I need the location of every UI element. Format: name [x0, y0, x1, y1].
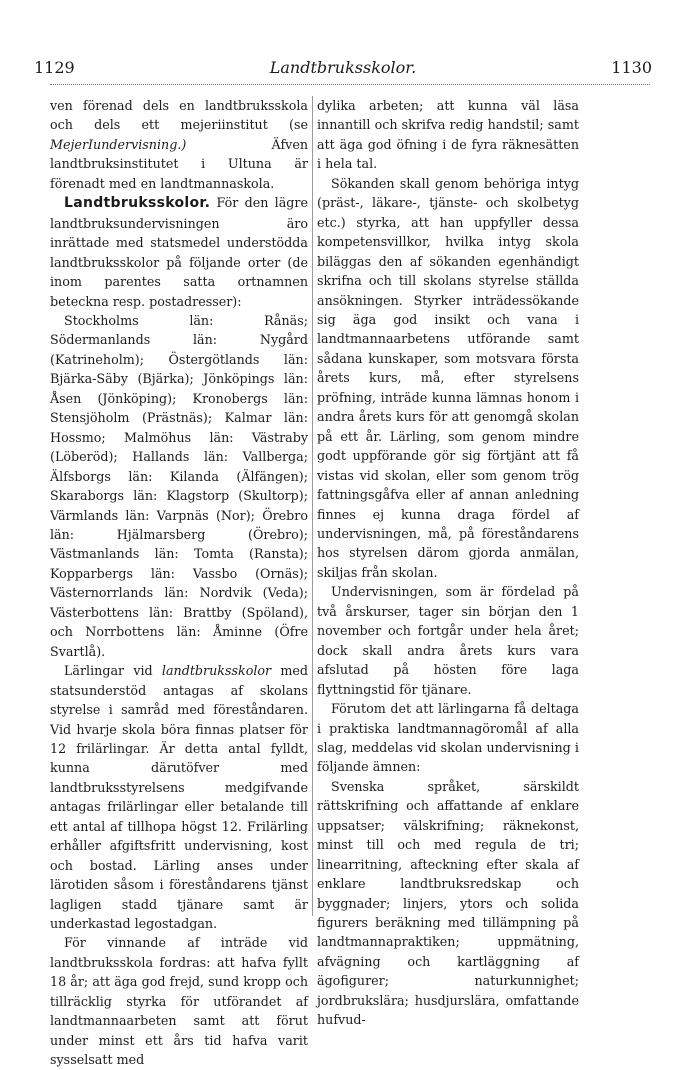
- right-paragraph-4: Förutom det att lärlingarna få deltaga i praktiska landtmannagöromål af alla slag, meddelas vid skolan undervisning i följande ämnen:: [317, 701, 579, 775]
- text: ven förenad dels en landtbruksskola och dels ett mejeriinstitut (se: [50, 98, 308, 133]
- left-paragraph-1: [50, 96, 308, 193]
- left-paragraph-4: [50, 661, 308, 933]
- right-paragraph-5: Svenska språket, särskildt rättskrifning och affattande af enklare uppsatser; välskrifning; räknekonst, minst till och med regula de tri; linearritning, afteckning efter skala af enklare landtbruksredskap och byggnader; linjers, ytors och solida figurers beräkning med tillämpning på landtmannapraktiken; uppmätning, afvägning och kartläggning af ägofigurer; naturkunnighet; jordbrukslära; husdjurslära, omfattande hufvud-: [317, 778, 579, 1028]
- text: Lärlingar vid: [64, 663, 162, 679]
- right-page-number: 1130: [611, 58, 652, 77]
- section-heading: Landtbruksskolor.: [64, 195, 211, 212]
- right-paragraph-2: Sökanden skall genom behöriga intyg (präst-, läkare-, tjänste- och skolbetyg etc.) styrka, att han uppfyller dessa kompetensvillkor, hvilka intyg skola biläggas den af sökanden egenhändigt skrifna och till skolans styrelse ställda ansökningen. Styrker inträdessökande sig äga god insikt och vana i landtmannaarbetens utförande samt sådana kunskaper, som motsvara första årets kurs, må, efter styrelsens pröfning, inträde kunna lämnas honom i andra årets kurs för att genomgå skolan på ett år. Lärling, som genom mindre godt uppförande gör sig förtjänt att få vistas vid skolan, eller som genom trög fattningsgåfva eller af annan anledning finnes ej kunna draga fördel af undervisningen, må, på föreståndarens hos styrelsen därom gjorda anmälan, skiljas från skolan.: [317, 175, 579, 580]
- italic-reference: MejerIundervisning.): [50, 136, 187, 152]
- page-header: [34, 58, 652, 82]
- column-divider: [312, 96, 313, 916]
- left-paragraph-5: För vinnande af inträde vid landtbruksskola fordras: att hafva fyllt 18 år; att äga god frejd, sund kropp och tillräcklig styrka för utförandet af landtmannaarbeten samt att förut under minst ett års tid hafva varit sysselsatt med: [50, 935, 308, 1068]
- left-page-number: 1129: [34, 58, 75, 77]
- right-column: [317, 96, 579, 1030]
- left-column: [50, 96, 308, 1070]
- text: Äfven landtbruksinstitutet i Ultuna är förenadt med en landtmannaskola.: [50, 136, 308, 191]
- text: med statsunderstöd antagas af skolans styrelse i samråd med föreståndaren. Vid hvarje skola böra finnas platser för 12 frilärlingar. Är detta antal fylldt, kunna därutöfver med landtbruksstyrelsens medgifvande antagas frilärlingar eller betalande till ett antal af tillhopa högst 12. Frilärling erhåller afgiftsfritt undervisning, kost och bostad. Lärling anses under lärotiden såsom i föreståndarens tjänst lagligen stadd tjänare samt är underkastad legostadgan.: [50, 663, 308, 932]
- italic-term: landtbruksskolor: [161, 663, 272, 679]
- header-rule: [50, 84, 650, 85]
- running-title: Landtbruksskolor.: [269, 58, 417, 77]
- right-paragraph-3: Undervisningen, som är fördelad på två årskurser, tager sin början den 1 november och fortgår under hela året; dock skall andra årets kurs vara afslutad på hösten före laga flyttningstid för tjänare.: [317, 584, 579, 697]
- text: För den lägre landtbruksundervisningen äro inrättade med statsmedel understödda landtbruksskolor på följande orter (de inom parentes satta ortnamnen beteckna resp. postadresser):: [50, 195, 308, 309]
- left-paragraph-3: Stockholms län: Rånäs; Södermanlands län: Nygård (Katrineholm); Östergötlands län: Bjärka-Säby (Bjärka); Jönköpings län: Åsen (Jönköping); Kronobergs län: Stensjöholm (Prästnäs); Kalmar län: Hossmo; Malmöhus län: Västraby (Löberöd); Hallands län: Vallberga; Älfsborgs län: Kilanda (Älfängen); Skaraborgs län: Klagstorp (Skultorp); Värmlands län: Varpnäs (Nor); Örebro län: Hjälmarsberg (Örebro); Västmanlands län: Tomta (Ransta); Kopparbergs län: Vassbo (Ornäs); Västernorrlands län: Nordvik (Veda); Västerbottens län: Brattby (Spöland), och Norrbottens län: Åminne (Öfre Svartlå).: [50, 312, 308, 659]
- left-paragraph-2: [50, 193, 308, 311]
- right-paragraph-1: dylika arbeten; att kunna väl läsa innantill och skrifva redig handstil; samt att äga god öfning i de fyra räknesätten i hela tal.: [317, 98, 579, 172]
